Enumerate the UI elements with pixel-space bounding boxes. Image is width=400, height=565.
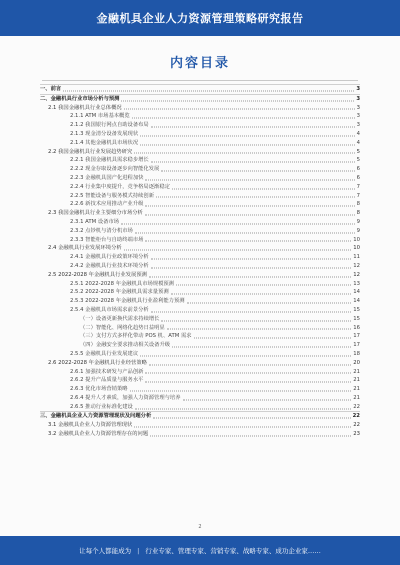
toc-entry-text: 2.1.4 其他金融机具市场状况 <box>70 139 139 146</box>
toc-entry-text: 2.2 我国金融机具行业发展趋势研究 <box>48 148 133 155</box>
toc-entry-text: 2.1 我国金融机具行业总体概况 <box>48 104 122 111</box>
toc-leader-dots <box>151 127 355 128</box>
toc-leader-dots <box>140 355 351 356</box>
toc-entry-text: 2.5.5 金融机具行业发展建议 <box>70 350 139 357</box>
toc-leader-dots <box>145 382 351 383</box>
toc-entry-page: 3 <box>356 122 360 129</box>
toc-entry-page: 8 <box>356 201 360 208</box>
toc-entry-text: 2.6 2022-2028 年金融机具行业经营策略 <box>48 359 147 366</box>
footer-tag-separator: 、 <box>203 547 211 555</box>
toc-entry-page: 15 <box>353 315 360 322</box>
toc-divider <box>42 80 358 81</box>
toc-entry-text: 2.5.4 金融机具市场需求前景分析 <box>70 306 149 313</box>
toc-leader-dots <box>151 162 355 163</box>
toc-entry-text: 2.6.4 提升人才素质，加强人力资源管理与培养 <box>70 394 181 401</box>
toc-entry-text: 2.6.2 提升产品质量与服务水平 <box>70 377 144 384</box>
toc-entry-page: 12 <box>353 271 360 278</box>
toc-entry-page: 17 <box>353 333 360 340</box>
toc-entry-text: 一、前言 <box>40 86 62 92</box>
toc-entry[interactable] <box>40 297 360 306</box>
toc-entry-page: 12 <box>353 262 360 269</box>
toc-leader-dots <box>130 390 352 391</box>
toc-entry[interactable] <box>40 262 360 271</box>
toc-leader-dots <box>145 206 354 207</box>
toc-entry-page: 7 <box>356 192 360 199</box>
toc-entry-page: 22 <box>353 403 360 410</box>
toc-entry-text: （一）设备更新换代需求持续增长 <box>80 315 160 322</box>
toc-entry[interactable] <box>40 324 360 333</box>
toc-entry-text: 二、金融机具行业市场分析与预测 <box>40 95 120 102</box>
toc-leader-dots <box>124 109 355 110</box>
toc-entry[interactable] <box>40 84 360 94</box>
page-number: 2 <box>198 524 202 530</box>
toc-entry[interactable] <box>40 165 360 174</box>
toc-leader-dots <box>153 418 350 419</box>
toc-leader-dots <box>156 197 355 198</box>
footer-tag-separator: 、 <box>268 547 276 555</box>
toc-leader-dots <box>135 232 355 233</box>
footer-tag: 战略专家 <box>242 547 269 555</box>
toc-entry-page: 10 <box>353 245 360 252</box>
toc-entry-text: 2.2.6 新技术应用推动产业升级 <box>70 201 144 208</box>
toc-entry[interactable] <box>40 244 360 253</box>
toc-entry-text: 2.3 我国金融机具行业主要细分市场分析 <box>48 210 143 217</box>
toc-entry-text: 2.4.1 金融机具行业政策环境分析 <box>70 254 149 261</box>
toc-leader-dots <box>132 118 355 119</box>
toc-leader-dots <box>167 329 351 330</box>
toc-leader-dots <box>150 435 351 436</box>
footer-divider: | <box>137 546 140 555</box>
toc-entry[interactable] <box>40 430 360 439</box>
toc-entry-text: 2.6.1 加强技术研发与产品创新 <box>70 368 144 375</box>
toc-entry-text: （三）支付方式多样化带动 POS 机、ATM 需求 <box>80 333 192 340</box>
toc-entry-text: 2.2.3 金融机具国产化进程加快 <box>70 174 144 181</box>
toc-entry[interactable] <box>40 253 360 262</box>
toc-entry-page: 4 <box>356 130 360 137</box>
toc-leader-dots <box>145 179 354 180</box>
toc-entry[interactable] <box>40 411 360 421</box>
toc-entry[interactable] <box>40 174 360 183</box>
toc-leader-dots <box>145 373 351 374</box>
toc-entry[interactable] <box>40 209 360 218</box>
toc-entry-text: 2.3.3 智能柜台与自助终端市场 <box>70 236 144 243</box>
toc-entry-page: 21 <box>353 377 360 384</box>
toc-entry[interactable] <box>40 280 360 289</box>
toc-entry[interactable] <box>40 315 360 324</box>
toc-entry-page: 21 <box>353 394 360 401</box>
footer-tag: 成功企业家…… <box>275 547 321 555</box>
footer-tag-separator: 、 <box>171 547 178 555</box>
toc-entry[interactable] <box>40 200 360 209</box>
toc-entry-page: 11 <box>353 254 360 261</box>
toc-entry-text: 2.2.1 我国金融机具需求稳步增长 <box>70 157 149 164</box>
toc-entry-page: 16 <box>353 324 360 331</box>
toc-entry[interactable] <box>40 236 360 245</box>
toc-entry[interactable] <box>40 350 360 359</box>
toc-entry[interactable] <box>40 104 360 113</box>
toc-leader-dots <box>140 135 354 136</box>
toc-entry[interactable] <box>40 385 360 394</box>
toc-entry-page: 6 <box>356 174 360 181</box>
toc-entry[interactable] <box>40 218 360 227</box>
toc-leader-dots <box>134 153 354 154</box>
table-of-contents <box>40 84 360 439</box>
toc-entry-text: 2.4 金融机具行业发展环境分析 <box>48 245 122 252</box>
toc-entry-page: 3 <box>356 95 360 102</box>
toc-entry[interactable] <box>40 376 360 385</box>
toc-leader-dots <box>149 364 351 365</box>
toc-entry[interactable] <box>40 139 360 148</box>
toc-entry-text: （二）智能化、网络化趋势日益明显 <box>80 324 165 331</box>
toc-entry-page: 9 <box>356 218 360 225</box>
toc-entry-text: 3.2 金融机具企业人力资源管理存在的问题 <box>48 431 149 438</box>
toc-entry-page: 22 <box>353 422 360 429</box>
toc-leader-dots <box>194 338 352 339</box>
toc-entry-page: 17 <box>353 342 360 349</box>
toc-entry[interactable] <box>40 288 360 297</box>
toc-entry-page: 23 <box>353 431 360 438</box>
toc-leader-dots <box>121 223 355 224</box>
toc-entry-page: 18 <box>353 350 360 357</box>
toc-leader-dots <box>151 311 352 312</box>
toc-entry-page: 21 <box>353 368 360 375</box>
footer-tag: 行业专家 <box>145 547 172 555</box>
toc-leader-dots <box>171 294 352 295</box>
toc-entry-page: 6 <box>356 166 360 173</box>
toc-leader-dots <box>135 408 351 409</box>
toc-entry-page: 21 <box>353 386 360 393</box>
toc-leader-dots <box>151 259 352 260</box>
toc-leader-dots <box>121 100 354 101</box>
toc-entry-text: 2.1.1 ATM 市场基本概览 <box>70 113 130 120</box>
toc-leader-dots <box>145 241 351 242</box>
toc-leader-dots <box>134 427 351 428</box>
toc-entry-text: 2.2.4 行业集中度提升，竞争格局逐渐稳定 <box>70 183 170 190</box>
footer-tag: 管理专家 <box>177 547 204 555</box>
toc-leader-dots <box>172 188 355 189</box>
toc-entry-text: 2.1.2 我国银行网点自助设备布局 <box>70 122 149 129</box>
report-footer <box>0 536 400 565</box>
toc-entry[interactable] <box>40 121 360 130</box>
report-header <box>0 0 400 36</box>
toc-entry-page: 13 <box>353 280 360 287</box>
toc-leader-dots <box>183 399 352 400</box>
toc-entry-text: 2.3.1 ATM 设备市场 <box>70 218 120 225</box>
report-title: 金融机具企业人力资源管理策略研究报告 <box>96 12 304 25</box>
toc-entry[interactable] <box>40 368 360 377</box>
toc-entry-text: 3.1 金融机具企业人力资源管理现状 <box>48 422 133 429</box>
toc-entry-text: 三、金融机具企业人力资源管理现状及问题分析 <box>40 413 152 420</box>
toc-entry-page: 22 <box>352 413 360 420</box>
toc-entry-page: 10 <box>353 236 360 243</box>
toc-entry-page: 4 <box>356 139 360 146</box>
toc-entry[interactable] <box>40 192 360 201</box>
toc-entry-text: 2.6.5 推动行业标准化建设 <box>70 403 133 410</box>
toc-leader-dots <box>176 285 351 286</box>
toc-entry[interactable] <box>40 359 360 368</box>
toc-entry[interactable] <box>40 94 360 104</box>
toc-entry[interactable] <box>40 332 360 341</box>
toc-entry-text: 2.5 2022-2028 年金融机具行业发展预测 <box>48 271 147 278</box>
toc-leader-dots <box>145 215 355 216</box>
toc-entry-text: 2.6.3 优化市场营销策略 <box>70 386 128 393</box>
toc-leader-dots <box>161 171 354 172</box>
toc-entry-page: 7 <box>356 183 360 190</box>
toc-entry-page: 15 <box>353 306 360 313</box>
toc-entry[interactable] <box>40 130 360 139</box>
toc-leader-dots <box>151 267 352 268</box>
toc-entry[interactable] <box>40 341 360 350</box>
toc-entry[interactable] <box>40 156 360 165</box>
footer-slogan: 让每个人都能成为 <box>79 547 132 555</box>
toc-leader-dots <box>124 250 352 251</box>
toc-entry[interactable] <box>40 183 360 192</box>
toc-entry-page: 3 <box>356 104 360 111</box>
toc-entry-text: 2.2.2 现金存取设备逐步向智能化发展 <box>70 166 160 173</box>
toc-entry[interactable] <box>40 421 360 430</box>
toc-entry[interactable] <box>40 306 360 315</box>
toc-entry-page: 5 <box>356 148 360 155</box>
toc-entry-text: 2.5.1 2022-2028 年金融机具市场规模预测 <box>70 280 174 287</box>
toc-leader-dots <box>161 320 351 321</box>
toc-leader-dots <box>172 347 351 348</box>
toc-entry[interactable] <box>40 271 360 280</box>
toc-entry-text: 2.5.3 2022-2028 年金融机具行业盈利能力预测 <box>70 298 185 305</box>
toc-entry-text: 2.3.2 点钞机与清分机市场 <box>70 227 133 234</box>
toc-entry-text: 2.2.5 智能设备与服务模式持续创新 <box>70 192 155 199</box>
footer-tag-separator: 、 <box>236 547 243 555</box>
toc-entry[interactable] <box>40 112 360 121</box>
toc-entry-text: 2.1.3 现金清分设备发展现状 <box>70 130 139 137</box>
toc-entry-page: 3 <box>356 86 360 92</box>
toc-leader-dots <box>140 144 354 145</box>
toc-entry-page: 9 <box>356 227 360 234</box>
toc-entry[interactable] <box>40 394 360 403</box>
toc-entry-page: 5 <box>356 157 360 164</box>
footer-tags <box>145 546 321 555</box>
toc-entry-page: 3 <box>356 113 360 120</box>
toc-leader-dots <box>63 90 354 91</box>
toc-entry-page: 14 <box>353 298 360 305</box>
toc-entry[interactable] <box>40 227 360 236</box>
toc-entry-page: 8 <box>356 210 360 217</box>
toc-leader-dots <box>187 303 352 304</box>
toc-leader-dots <box>149 276 351 277</box>
toc-entry-page: 20 <box>353 359 360 366</box>
toc-entry[interactable] <box>40 148 360 157</box>
toc-entry-text: 2.5.2 2022-2028 年金融机具需求量预测 <box>70 289 169 296</box>
toc-entry-page: 14 <box>353 289 360 296</box>
toc-heading: 内容目录 <box>169 56 230 71</box>
toc-entry-text: 2.4.2 金融机具行业技术环境分析 <box>70 262 149 269</box>
footer-tag: 营销专家 <box>210 547 237 555</box>
toc-entry-text: （四）金融安全要求推动相关设备升级 <box>80 342 171 349</box>
toc-entry[interactable] <box>40 403 360 412</box>
